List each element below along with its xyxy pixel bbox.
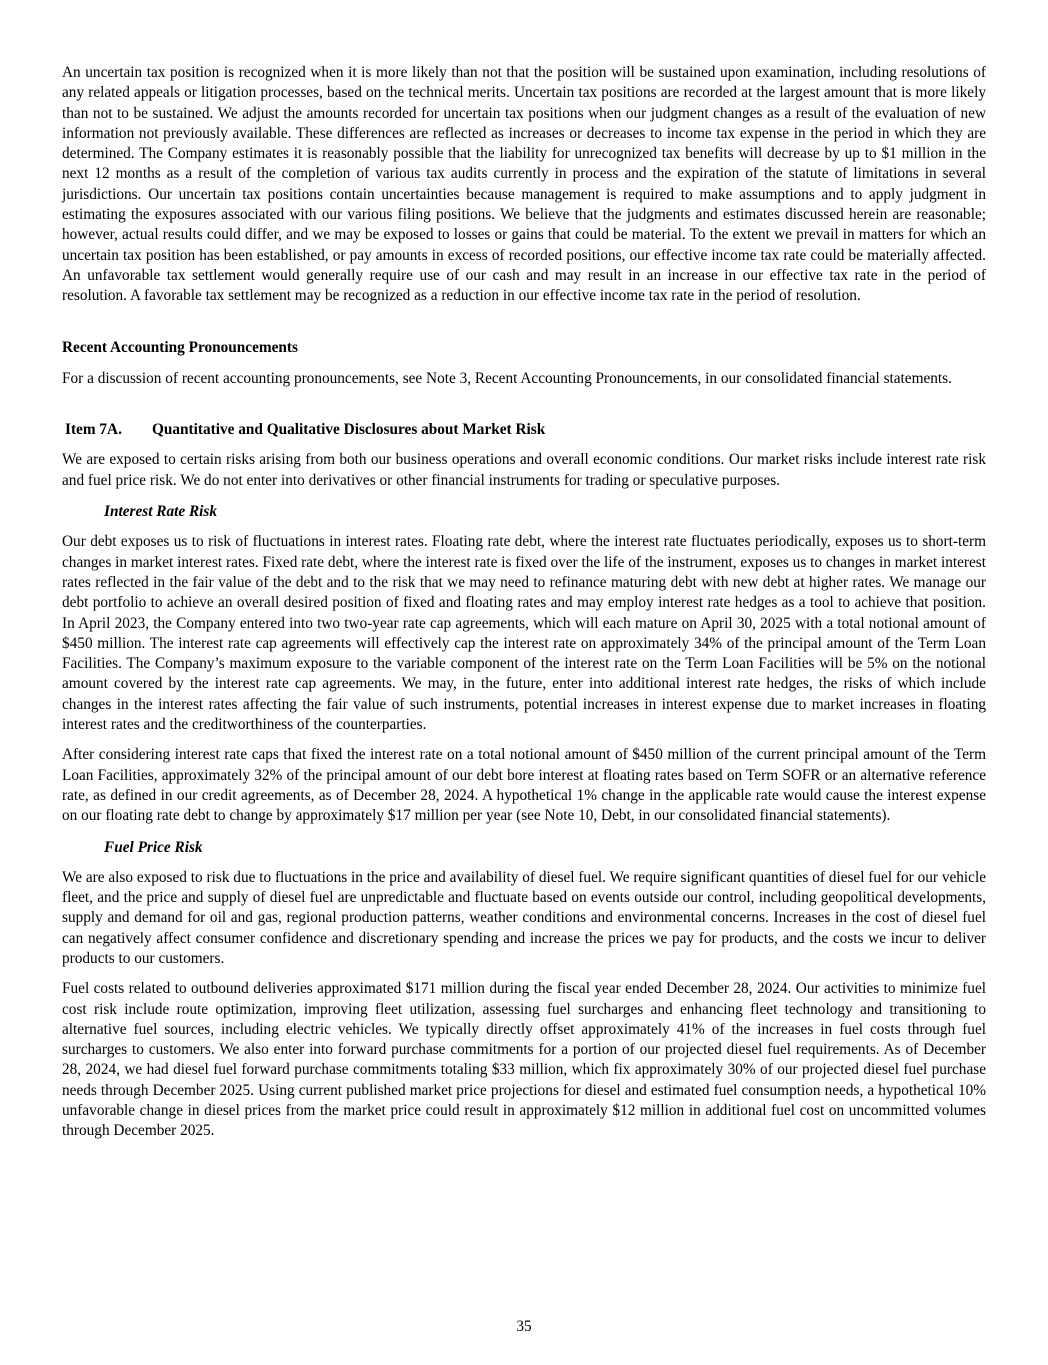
- fuel-price-risk-paragraph-1: We are also exposed to risk due to fluctuations in the price and availability of diesel fuel. We require significant quantities of diesel fuel for our vehicle fleet, and the price and supply of diesel fuel are unpredictable and fluctuate based on events outside our control, including geopolitical developments, supply and demand for oil and gas, regional production patterns, weather conditions and environmental concerns. Increases in the cost of diesel fuel can negatively affect consumer confidence and discretionary spending and increase the prices we pay for products, and the costs we incur to deliver products to our customers.: [62, 868, 986, 967]
- interest-rate-risk-paragraph-2: After considering interest rate caps that fixed the interest rate on a total notional amount of $450 million of the current principal amount of the Term Loan Facilities, approximately 32% of the principal amount of our debt bore interest at floating rates based on Term SOFR or an alternative reference rate, as defined in our credit agreements, as of December 28, 2024. A hypothetical 1% change in the applicable rate would cause the interest expense on our floating rate debt to change by approximately $17 million per year (see Note 10, Debt, in our consolidated financial statements).: [62, 746, 986, 825]
- fuel-price-risk-heading: Fuel Price Risk: [104, 838, 203, 856]
- page-number: 35: [516, 1318, 532, 1335]
- item-7a-intro: We are exposed to certain risks arising from both our business operations and overall economic conditions. Our market risks include interest rate risk and fuel price risk. We do not enter into derivatives or other financial instruments for trading or speculative purposes.: [62, 451, 986, 489]
- document-page: [62, 63, 986, 1142]
- fuel-price-risk-paragraph-2: Fuel costs related to outbound deliveries approximated $171 million during the fiscal year ended December 28, 2024. Our activities to minimize fuel cost risk include route optimization, improving fleet utilization, assessing fuel surcharges and enhancing fleet technology and transitioning to alternative fuel sources, including electric vehicles. We typically directly offset approximately 41% of the increases in fuel costs through fuel surcharges to customers. We also enter into forward purchase commitments for a portion of our projected diesel fuel requirements. As of December 28, 2024, we had diesel fuel forward purchase commitments totaling $33 million, which fix approximately 30% of our projected diesel fuel purchase needs through December 2025. Using current published market price projections for diesel and estimated fuel consumption needs, a hypothetical 10% unfavorable change in diesel prices from the market price could result in approximately $12 million in additional fuel cost on uncommitted volumes through December 2025.: [62, 980, 986, 1140]
- recent-pronouncements-heading: Recent Accounting Pronouncements: [62, 338, 298, 356]
- uncertain-tax-paragraph: An uncertain tax position is recognized when it is more likely than not that the position will be sustained upon examination, including resolutions of any related appeals or litigation processes, based on the technical merits. Uncertain tax positions are recorded at the largest amount that is more likely than not to be sustained. We adjust the amounts recorded for uncertain tax positions when our judgment changes as a result of the evaluation of new information not previously available. These differences are reflected as increases or decreases to income tax expense in the period in which they are determined. The Company estimates it is reasonably possible that the liability for unrecognized tax benefits will decrease by up to $1 million in the next 12 months as a result of the completion of various tax audits currently in process and the expiration of the statute of limitations in several jurisdictions. Our uncertain tax positions contain uncertainties because management is required to make assumptions and to apply judgment in estimating the exposures associated with our various filing positions. We believe that the judgments and estimates discussed herein are reasonable; however, actual results could differ, and we may be exposed to losses or gains that could be material. To the extent we prevail in matters for which an uncertain tax position has been established, or pay amounts in excess of recorded positions, our effective income tax rate could be materially affected. An unfavorable tax settlement would generally require use of our cash and may result in an increase in our effective tax rate in the period of resolution. A favorable tax settlement may be recognized as a reduction in our effective income tax rate in the period of resolution.: [62, 64, 986, 305]
- recent-pronouncements-paragraph: For a discussion of recent accounting pronouncements, see Note 3, Recent Accounting Pronouncements, in our consolidated financial statements.: [62, 369, 952, 387]
- interest-rate-risk-paragraph-1: Our debt exposes us to risk of fluctuations in interest rates. Floating rate debt, where the interest rate fluctuates periodically, exposes us to short-term changes in market interest rates. Fixed rate debt, where the interest rate is fixed over the life of the instrument, exposes us to changes in market interest rates reflected in the fair value of the debt and to the risk that we may need to refinance maturing debt with new debt at higher rates. We manage our debt portfolio to achieve an overall desired position of fixed and floating rates and may employ interest rate hedges as a tool to achieve that position. In April 2023, the Company entered into two two-year rate cap agreements, which will each mature on April 30, 2025 with a total notional amount of $450 million. The interest rate cap agreements will effectively cap the interest rate on approximately 34% of the principal amount of the Term Loan Facilities. The Company’s maximum exposure to the variable component of the interest rate on the Term Loan Facilities will be 5% on the notional amount covered by the interest rate cap agreements. We may, in the future, enter into additional interest rate hedges, the risks of which include changes in the interest rates affecting the fair value of such instruments, potential increases in interest expense due to market increases in floating interest rates and the creditworthiness of the counterparties.: [62, 533, 986, 734]
- item-7a-title: Quantitative and Qualitative Disclosures about Market Risk: [152, 421, 546, 439]
- interest-rate-risk-heading: Interest Rate Risk: [104, 503, 218, 521]
- item-7a-number: Item 7A.: [65, 421, 122, 439]
- item-7a-heading: [62, 420, 986, 440]
